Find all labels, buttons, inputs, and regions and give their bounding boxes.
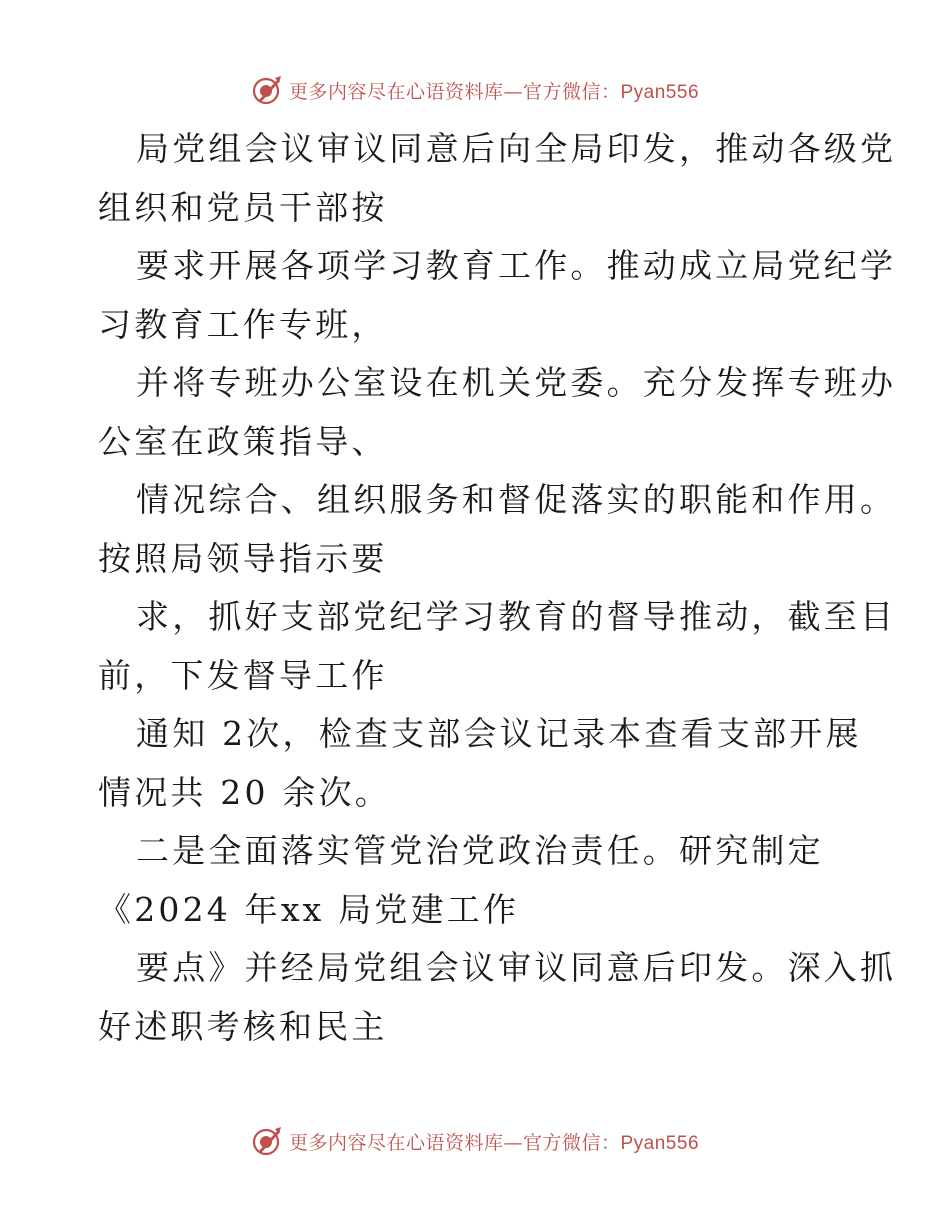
body-line: 局党组会议审议同意后向全局印发，推动各级党 [136, 129, 897, 168]
footer-watermark [0, 1121, 950, 1161]
watermark-text: 更多内容尽在心语资料库—官方微信：Pyan556 [288, 1131, 700, 1154]
body-line: 公室在政策指导、 [98, 421, 388, 461]
body-line: 求，抓好支部党纪学习教育的督导推动，截至目 [136, 597, 897, 636]
quill-circle-icon [251, 1125, 283, 1157]
body-line: 要点》并经局党组会议审议同意后印发。深入抓 [136, 948, 897, 987]
body-line: 习教育工作专班， [98, 304, 388, 344]
body-line: 通知 2次，检查支部会议记录本查看支部开展 [136, 714, 862, 753]
body-line: 《2024 年xx 局党建工作 [98, 889, 520, 929]
body-line: 好述职考核和民主 [98, 1006, 388, 1046]
body-line: 组织和党员干部按 [98, 187, 388, 227]
body-line: 情况共 20 余次。 [98, 772, 391, 812]
body-line: 按照局领导指示要 [98, 538, 388, 578]
document-body [98, 120, 897, 1056]
body-line: 前，下发督导工作 [98, 655, 388, 695]
quill-circle-icon [251, 74, 283, 106]
body-line: 要求开展各项学习教育工作。推动成立局党纪学 [136, 246, 897, 285]
header-watermark [0, 70, 950, 110]
body-line: 情况综合、组织服务和督促落实的职能和作用。 [136, 480, 897, 519]
body-line: 并将专班办公室设在机关党委。充分发挥专班办 [136, 363, 897, 402]
body-line: 二是全面落实管党治党政治责任。研究制定 [136, 831, 824, 870]
watermark-text: 更多内容尽在心语资料库—官方微信：Pyan556 [288, 80, 700, 103]
